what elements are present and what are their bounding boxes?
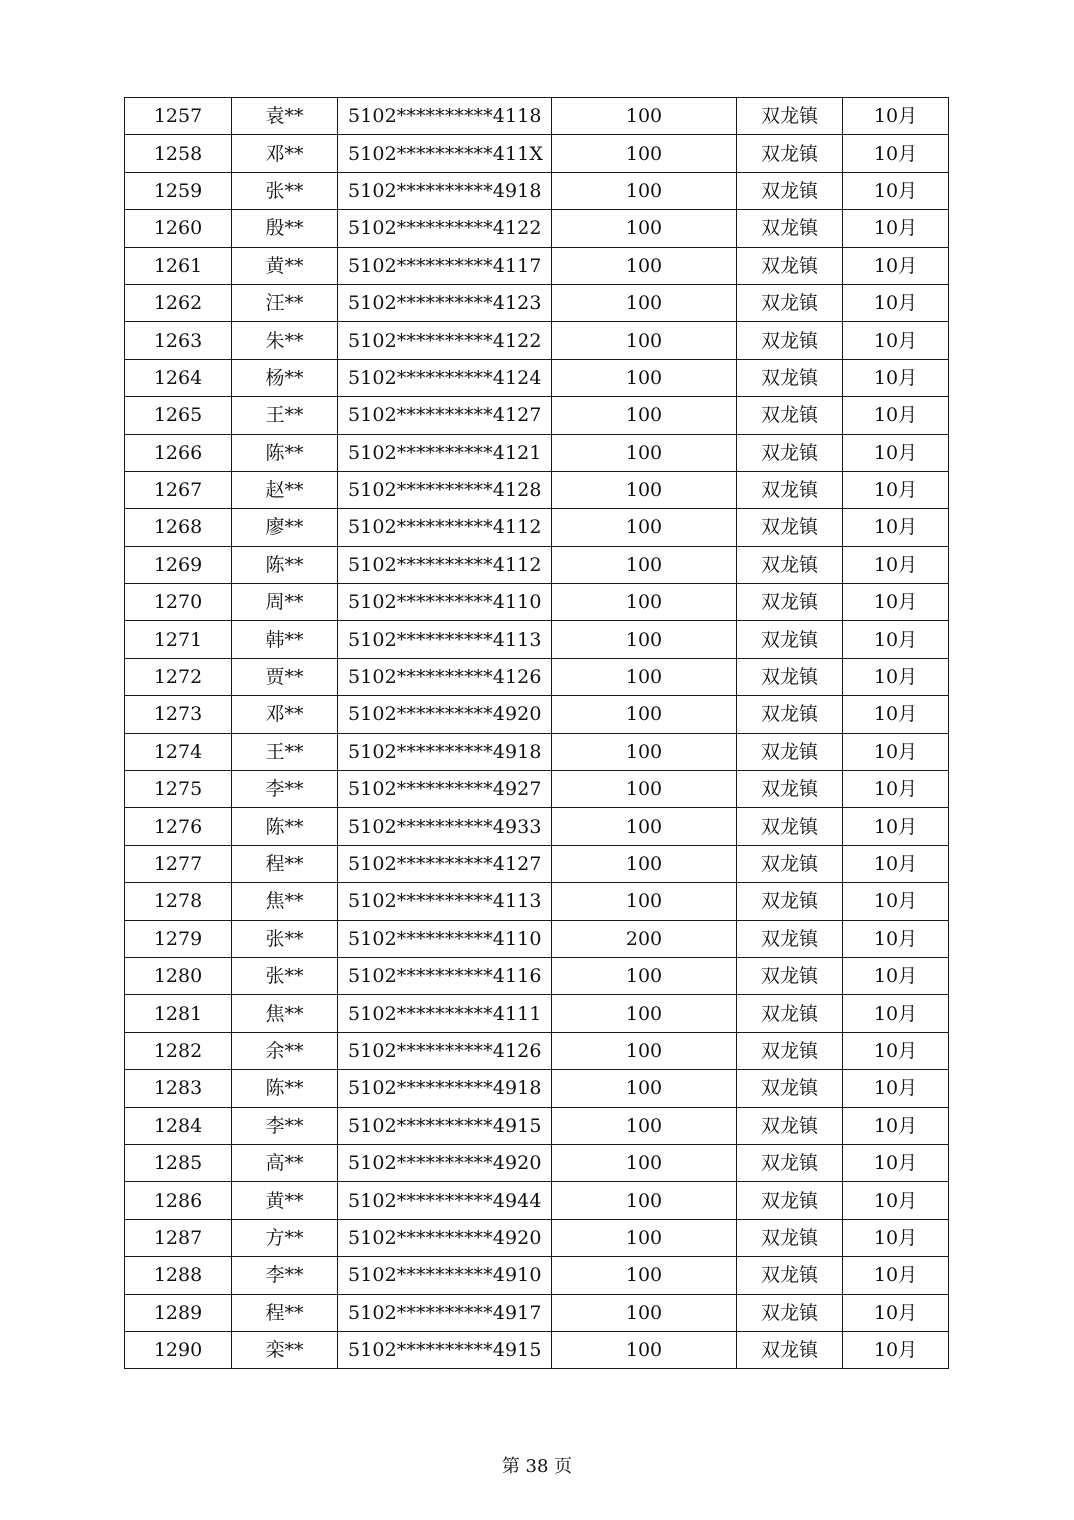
table-row xyxy=(125,883,949,920)
month-cell: 10月 xyxy=(843,584,949,621)
name-cell: 李** xyxy=(232,771,338,808)
serial-cell: 1289 xyxy=(125,1294,232,1331)
name-cell: 程** xyxy=(232,1294,338,1331)
amount-cell: 100 xyxy=(552,995,737,1032)
id-number-cell: 5102**********4918 xyxy=(338,172,552,209)
name-cell: 方** xyxy=(232,1219,338,1256)
roster-table xyxy=(124,97,949,1369)
name-cell: 陈** xyxy=(232,546,338,583)
serial-cell: 1271 xyxy=(125,621,232,658)
name-cell: 黄** xyxy=(232,1182,338,1219)
table-row xyxy=(125,98,949,135)
amount-cell: 100 xyxy=(552,284,737,321)
serial-cell: 1258 xyxy=(125,135,232,172)
id-number-cell: 5102**********4110 xyxy=(338,920,552,957)
amount-cell: 100 xyxy=(552,1331,737,1368)
table-row xyxy=(125,434,949,471)
month-cell: 10月 xyxy=(843,509,949,546)
name-cell: 杨** xyxy=(232,359,338,396)
name-cell: 殷** xyxy=(232,210,338,247)
name-cell: 栾** xyxy=(232,1331,338,1368)
month-cell: 10月 xyxy=(843,808,949,845)
amount-cell: 100 xyxy=(552,1144,737,1181)
table-row xyxy=(125,172,949,209)
amount-cell: 100 xyxy=(552,98,737,135)
table-row xyxy=(125,1032,949,1069)
id-number-cell: 5102**********4110 xyxy=(338,584,552,621)
month-cell: 10月 xyxy=(843,210,949,247)
name-cell: 袁** xyxy=(232,98,338,135)
serial-cell: 1267 xyxy=(125,471,232,508)
month-cell: 10月 xyxy=(843,845,949,882)
amount-cell: 100 xyxy=(552,135,737,172)
amount-cell: 100 xyxy=(552,1107,737,1144)
town-cell: 双龙镇 xyxy=(737,284,843,321)
table-row xyxy=(125,771,949,808)
town-cell: 双龙镇 xyxy=(737,471,843,508)
serial-cell: 1282 xyxy=(125,1032,232,1069)
id-number-cell: 5102**********4116 xyxy=(338,957,552,994)
table-row xyxy=(125,733,949,770)
month-cell: 10月 xyxy=(843,359,949,396)
serial-cell: 1287 xyxy=(125,1219,232,1256)
month-cell: 10月 xyxy=(843,957,949,994)
serial-cell: 1279 xyxy=(125,920,232,957)
amount-cell: 100 xyxy=(552,546,737,583)
name-cell: 汪** xyxy=(232,284,338,321)
serial-cell: 1273 xyxy=(125,696,232,733)
month-cell: 10月 xyxy=(843,771,949,808)
id-number-cell: 5102**********4920 xyxy=(338,1144,552,1181)
town-cell: 双龙镇 xyxy=(737,808,843,845)
name-cell: 黄** xyxy=(232,247,338,284)
month-cell: 10月 xyxy=(843,1294,949,1331)
month-cell: 10月 xyxy=(843,995,949,1032)
amount-cell: 100 xyxy=(552,696,737,733)
month-cell: 10月 xyxy=(843,1331,949,1368)
town-cell: 双龙镇 xyxy=(737,509,843,546)
table-row xyxy=(125,920,949,957)
serial-cell: 1280 xyxy=(125,957,232,994)
month-cell: 10月 xyxy=(843,1107,949,1144)
town-cell: 双龙镇 xyxy=(737,1032,843,1069)
month-cell: 10月 xyxy=(843,434,949,471)
month-cell: 10月 xyxy=(843,247,949,284)
serial-cell: 1261 xyxy=(125,247,232,284)
name-cell: 贾** xyxy=(232,658,338,695)
town-cell: 双龙镇 xyxy=(737,957,843,994)
id-number-cell: 5102**********4113 xyxy=(338,621,552,658)
month-cell: 10月 xyxy=(843,621,949,658)
month-cell: 10月 xyxy=(843,1032,949,1069)
month-cell: 10月 xyxy=(843,883,949,920)
town-cell: 双龙镇 xyxy=(737,1257,843,1294)
name-cell: 韩** xyxy=(232,621,338,658)
serial-cell: 1269 xyxy=(125,546,232,583)
name-cell: 邓** xyxy=(232,135,338,172)
town-cell: 双龙镇 xyxy=(737,995,843,1032)
month-cell: 10月 xyxy=(843,1182,949,1219)
serial-cell: 1277 xyxy=(125,845,232,882)
serial-cell: 1274 xyxy=(125,733,232,770)
serial-cell: 1263 xyxy=(125,322,232,359)
town-cell: 双龙镇 xyxy=(737,883,843,920)
town-cell: 双龙镇 xyxy=(737,210,843,247)
table-row xyxy=(125,1219,949,1256)
town-cell: 双龙镇 xyxy=(737,135,843,172)
table-row xyxy=(125,1070,949,1107)
roster-table-body xyxy=(125,98,949,1369)
month-cell: 10月 xyxy=(843,1070,949,1107)
table-row xyxy=(125,1294,949,1331)
month-cell: 10月 xyxy=(843,135,949,172)
town-cell: 双龙镇 xyxy=(737,1107,843,1144)
id-number-cell: 5102**********4117 xyxy=(338,247,552,284)
town-cell: 双龙镇 xyxy=(737,621,843,658)
amount-cell: 100 xyxy=(552,771,737,808)
id-number-cell: 5102**********4915 xyxy=(338,1331,552,1368)
table-row xyxy=(125,509,949,546)
town-cell: 双龙镇 xyxy=(737,247,843,284)
table-row xyxy=(125,397,949,434)
id-number-cell: 5102**********4933 xyxy=(338,808,552,845)
serial-cell: 1270 xyxy=(125,584,232,621)
id-number-cell: 5102**********4918 xyxy=(338,733,552,770)
month-cell: 10月 xyxy=(843,98,949,135)
table-row xyxy=(125,1257,949,1294)
month-cell: 10月 xyxy=(843,546,949,583)
month-cell: 10月 xyxy=(843,172,949,209)
id-number-cell: 5102**********4128 xyxy=(338,471,552,508)
table-row xyxy=(125,584,949,621)
serial-cell: 1284 xyxy=(125,1107,232,1144)
id-number-cell: 5102**********4920 xyxy=(338,1219,552,1256)
table-row xyxy=(125,1331,949,1368)
serial-cell: 1259 xyxy=(125,172,232,209)
amount-cell: 100 xyxy=(552,434,737,471)
table-row xyxy=(125,471,949,508)
serial-cell: 1260 xyxy=(125,210,232,247)
table-row xyxy=(125,696,949,733)
amount-cell: 100 xyxy=(552,883,737,920)
serial-cell: 1290 xyxy=(125,1331,232,1368)
town-cell: 双龙镇 xyxy=(737,920,843,957)
id-number-cell: 5102**********4113 xyxy=(338,883,552,920)
town-cell: 双龙镇 xyxy=(737,733,843,770)
amount-cell: 100 xyxy=(552,957,737,994)
name-cell: 李** xyxy=(232,1107,338,1144)
table-row xyxy=(125,1107,949,1144)
month-cell: 10月 xyxy=(843,1144,949,1181)
id-number-cell: 5102**********4126 xyxy=(338,1032,552,1069)
id-number-cell: 5102**********4126 xyxy=(338,658,552,695)
amount-cell: 100 xyxy=(552,471,737,508)
id-number-cell: 5102**********411X xyxy=(338,135,552,172)
id-number-cell: 5102**********4112 xyxy=(338,509,552,546)
table-row xyxy=(125,658,949,695)
table-row xyxy=(125,808,949,845)
town-cell: 双龙镇 xyxy=(737,845,843,882)
town-cell: 双龙镇 xyxy=(737,584,843,621)
table-row xyxy=(125,135,949,172)
table-row xyxy=(125,1182,949,1219)
month-cell: 10月 xyxy=(843,696,949,733)
serial-cell: 1281 xyxy=(125,995,232,1032)
name-cell: 程** xyxy=(232,845,338,882)
name-cell: 廖** xyxy=(232,509,338,546)
id-number-cell: 5102**********4918 xyxy=(338,1070,552,1107)
name-cell: 高** xyxy=(232,1144,338,1181)
amount-cell: 100 xyxy=(552,808,737,845)
id-number-cell: 5102**********4917 xyxy=(338,1294,552,1331)
town-cell: 双龙镇 xyxy=(737,696,843,733)
amount-cell: 100 xyxy=(552,509,737,546)
month-cell: 10月 xyxy=(843,284,949,321)
page-number: 第 38 页 xyxy=(501,1456,573,1477)
id-number-cell: 5102**********4111 xyxy=(338,995,552,1032)
amount-cell: 100 xyxy=(552,210,737,247)
name-cell: 李** xyxy=(232,1257,338,1294)
table-row xyxy=(125,210,949,247)
id-number-cell: 5102**********4127 xyxy=(338,845,552,882)
table-row xyxy=(125,621,949,658)
table-row xyxy=(125,995,949,1032)
town-cell: 双龙镇 xyxy=(737,546,843,583)
name-cell: 邓** xyxy=(232,696,338,733)
town-cell: 双龙镇 xyxy=(737,434,843,471)
month-cell: 10月 xyxy=(843,1257,949,1294)
name-cell: 陈** xyxy=(232,434,338,471)
serial-cell: 1265 xyxy=(125,397,232,434)
amount-cell: 100 xyxy=(552,1257,737,1294)
name-cell: 余** xyxy=(232,1032,338,1069)
name-cell: 赵** xyxy=(232,471,338,508)
month-cell: 10月 xyxy=(843,658,949,695)
month-cell: 10月 xyxy=(843,733,949,770)
id-number-cell: 5102**********4915 xyxy=(338,1107,552,1144)
amount-cell: 100 xyxy=(552,172,737,209)
name-cell: 周** xyxy=(232,584,338,621)
town-cell: 双龙镇 xyxy=(737,658,843,695)
amount-cell: 100 xyxy=(552,1182,737,1219)
town-cell: 双龙镇 xyxy=(737,397,843,434)
name-cell: 张** xyxy=(232,920,338,957)
id-number-cell: 5102**********4121 xyxy=(338,434,552,471)
serial-cell: 1275 xyxy=(125,771,232,808)
id-number-cell: 5102**********4944 xyxy=(338,1182,552,1219)
town-cell: 双龙镇 xyxy=(737,322,843,359)
table-row xyxy=(125,284,949,321)
town-cell: 双龙镇 xyxy=(737,1331,843,1368)
id-number-cell: 5102**********4910 xyxy=(338,1257,552,1294)
table-row xyxy=(125,845,949,882)
month-cell: 10月 xyxy=(843,322,949,359)
town-cell: 双龙镇 xyxy=(737,771,843,808)
serial-cell: 1285 xyxy=(125,1144,232,1181)
town-cell: 双龙镇 xyxy=(737,1294,843,1331)
month-cell: 10月 xyxy=(843,920,949,957)
serial-cell: 1268 xyxy=(125,509,232,546)
id-number-cell: 5102**********4118 xyxy=(338,98,552,135)
serial-cell: 1257 xyxy=(125,98,232,135)
town-cell: 双龙镇 xyxy=(737,98,843,135)
id-number-cell: 5102**********4123 xyxy=(338,284,552,321)
amount-cell: 100 xyxy=(552,397,737,434)
id-number-cell: 5102**********4122 xyxy=(338,210,552,247)
name-cell: 焦** xyxy=(232,883,338,920)
name-cell: 张** xyxy=(232,957,338,994)
town-cell: 双龙镇 xyxy=(737,359,843,396)
town-cell: 双龙镇 xyxy=(737,1182,843,1219)
town-cell: 双龙镇 xyxy=(737,1070,843,1107)
serial-cell: 1288 xyxy=(125,1257,232,1294)
amount-cell: 100 xyxy=(552,584,737,621)
name-cell: 陈** xyxy=(232,1070,338,1107)
table-row xyxy=(125,359,949,396)
table-row xyxy=(125,957,949,994)
serial-cell: 1264 xyxy=(125,359,232,396)
table-row xyxy=(125,247,949,284)
amount-cell: 100 xyxy=(552,621,737,658)
serial-cell: 1262 xyxy=(125,284,232,321)
month-cell: 10月 xyxy=(843,471,949,508)
amount-cell: 100 xyxy=(552,1070,737,1107)
amount-cell: 100 xyxy=(552,1219,737,1256)
id-number-cell: 5102**********4920 xyxy=(338,696,552,733)
amount-cell: 100 xyxy=(552,247,737,284)
amount-cell: 100 xyxy=(552,1032,737,1069)
amount-cell: 100 xyxy=(552,733,737,770)
name-cell: 张** xyxy=(232,172,338,209)
amount-cell: 100 xyxy=(552,658,737,695)
table-row xyxy=(125,546,949,583)
name-cell: 陈** xyxy=(232,808,338,845)
serial-cell: 1266 xyxy=(125,434,232,471)
amount-cell: 100 xyxy=(552,359,737,396)
name-cell: 王** xyxy=(232,733,338,770)
id-number-cell: 5102**********4927 xyxy=(338,771,552,808)
town-cell: 双龙镇 xyxy=(737,1144,843,1181)
id-number-cell: 5102**********4124 xyxy=(338,359,552,396)
serial-cell: 1283 xyxy=(125,1070,232,1107)
serial-cell: 1278 xyxy=(125,883,232,920)
town-cell: 双龙镇 xyxy=(737,1219,843,1256)
month-cell: 10月 xyxy=(843,397,949,434)
serial-cell: 1286 xyxy=(125,1182,232,1219)
name-cell: 王** xyxy=(232,397,338,434)
id-number-cell: 5102**********4112 xyxy=(338,546,552,583)
name-cell: 焦** xyxy=(232,995,338,1032)
serial-cell: 1272 xyxy=(125,658,232,695)
amount-cell: 200 xyxy=(552,920,737,957)
amount-cell: 100 xyxy=(552,1294,737,1331)
table-row xyxy=(125,322,949,359)
table-row xyxy=(125,1144,949,1181)
id-number-cell: 5102**********4122 xyxy=(338,322,552,359)
id-number-cell: 5102**********4127 xyxy=(338,397,552,434)
serial-cell: 1276 xyxy=(125,808,232,845)
amount-cell: 100 xyxy=(552,845,737,882)
town-cell: 双龙镇 xyxy=(737,172,843,209)
amount-cell: 100 xyxy=(552,322,737,359)
name-cell: 朱** xyxy=(232,322,338,359)
month-cell: 10月 xyxy=(843,1219,949,1256)
